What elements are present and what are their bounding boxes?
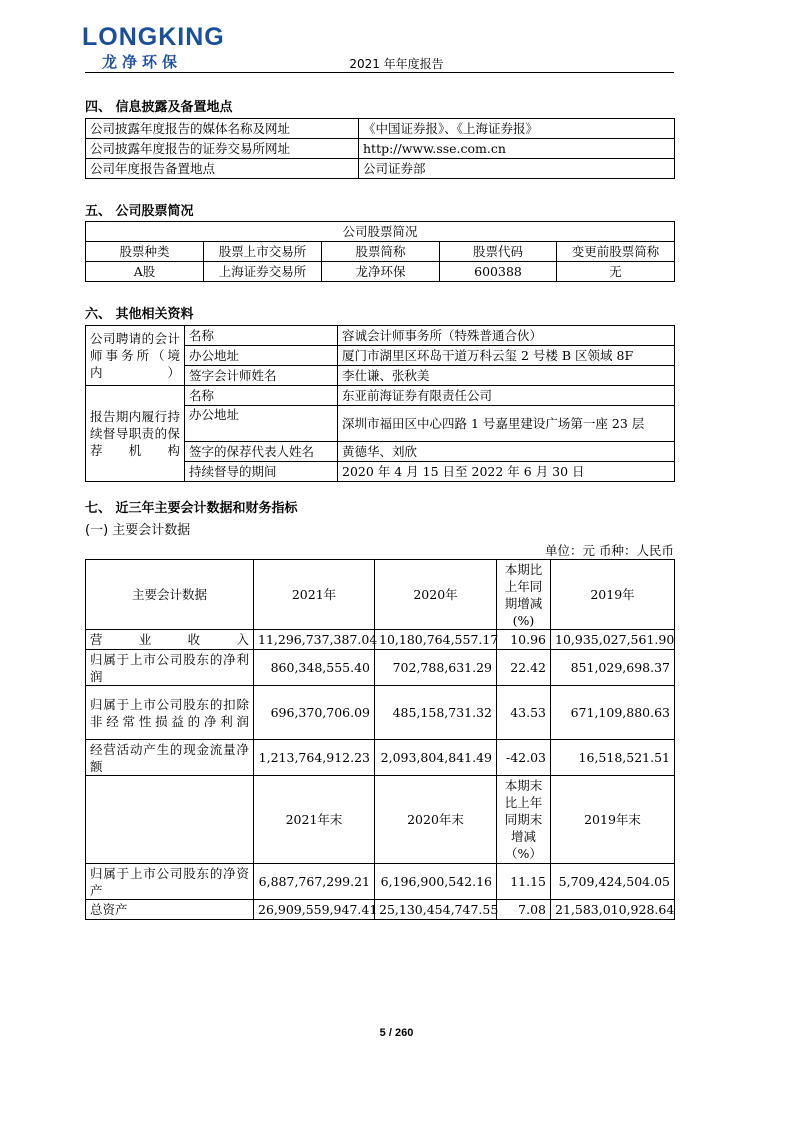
table-row	[86, 326, 675, 346]
table-cell: 22.42	[497, 650, 551, 686]
logo-en: LONGKING	[82, 23, 225, 51]
row-value: 厦门市湖里区环岛干道万科云玺 2 号楼 B 区领域 8F	[338, 346, 675, 366]
table-row	[86, 740, 675, 776]
row-value: 黄德华、刘欣	[338, 442, 675, 462]
disclosure-label: 公司年度报告备置地点	[86, 159, 359, 179]
table-row	[86, 262, 675, 282]
table-cell: 2,093,804,841.49	[375, 740, 497, 776]
sponsor-group-label: 报告期内履行持续督导职责的保荐机构	[86, 386, 185, 482]
other-info-table	[85, 325, 675, 482]
col-header: 本期末比上年同期末增减（%）	[497, 776, 551, 864]
metric-label: 归属于上市公司股东的净利润	[86, 650, 254, 686]
col-header: 2021年末	[254, 776, 375, 864]
table-cell: 851,029,698.37	[551, 650, 675, 686]
col-header: 2020年	[375, 560, 497, 630]
table-cell: 702,788,631.29	[375, 650, 497, 686]
col-header: 股票上市交易所	[204, 242, 322, 262]
table-header-row	[86, 242, 675, 262]
table-row	[86, 650, 675, 686]
table-row	[86, 686, 675, 740]
disclosure-label: 公司披露年度报告的媒体名称及网址	[86, 119, 359, 139]
table-row	[86, 386, 675, 406]
table-cell: 43.53	[497, 686, 551, 740]
table-cell: 860,348,555.40	[254, 650, 375, 686]
section4-title: 四、 信息披露及备置地点	[85, 100, 233, 115]
col-header: 股票种类	[86, 242, 204, 262]
row-value: 深圳市福田区中心四路 1 号嘉里建设广场第一座 23 层	[338, 406, 675, 442]
table-cell: 26,909,559,947.41	[254, 900, 375, 920]
row-label: 签字会计师姓名	[185, 366, 338, 386]
table-cell: 10,180,764,557.17	[375, 630, 497, 650]
auditor-group-label: 公司聘请的会计师事务所（境内）	[86, 326, 185, 386]
metric-label: 经营活动产生的现金流量净额	[86, 740, 254, 776]
col-header: 2021年	[254, 560, 375, 630]
disclosure-label: 公司披露年度报告的证券交易所网址	[86, 139, 359, 159]
row-value: 容诚会计师事务所（特殊普通合伙）	[338, 326, 675, 346]
col-header: 2020年末	[375, 776, 497, 864]
col-header: 本期比上年同期增减(%)	[497, 560, 551, 630]
table-cell: 5,709,424,504.05	[551, 864, 675, 900]
table-cell: 16,518,521.51	[551, 740, 675, 776]
table-cell: 1,213,764,912.23	[254, 740, 375, 776]
row-label: 办公地址	[185, 346, 338, 366]
row-label: 持续督导的期间	[185, 462, 338, 482]
header-divider	[85, 72, 674, 73]
table-row	[86, 159, 675, 179]
page-number: 5 / 260	[379, 1027, 414, 1039]
col-header: 股票代码	[440, 242, 557, 262]
section7-subtitle: (一) 主要会计数据	[85, 523, 191, 538]
section7-title: 七、 近三年主要会计数据和财务指标	[85, 501, 298, 516]
table-cell: 11.15	[497, 864, 551, 900]
logo-cn: 龙净环保	[102, 53, 183, 71]
disclosure-value: 公司证券部	[359, 159, 675, 179]
table-cell: 7.08	[497, 900, 551, 920]
col-header: 主要会计数据	[86, 560, 254, 630]
table-row	[86, 222, 675, 242]
col-header: 变更前股票简称	[557, 242, 675, 262]
table-header-row	[86, 560, 675, 630]
col-header: 股票简称	[322, 242, 440, 262]
col-header: 2019年末	[551, 776, 675, 864]
metric-label: 营业收入	[86, 630, 254, 650]
disclosure-value: http://www.sse.com.cn	[359, 139, 675, 159]
table-cell: 6,887,767,299.21	[254, 864, 375, 900]
metric-label: 归属于上市公司股东的净资产	[86, 864, 254, 900]
table-cell: 龙净环保	[322, 262, 440, 282]
table-row	[86, 119, 675, 139]
table-cell: A股	[86, 262, 204, 282]
metric-label: 归属于上市公司股东的扣除非经常性损益的净利润	[86, 686, 254, 740]
table-cell: 6,196,900,542.16	[375, 864, 497, 900]
table-cell: 10.96	[497, 630, 551, 650]
section5-title: 五、 公司股票简况	[85, 204, 194, 219]
table-cell: 无	[557, 262, 675, 282]
accounting-data-table	[85, 559, 675, 920]
disclosure-table	[85, 118, 675, 179]
table-cell: 21,583,010,928.64	[551, 900, 675, 920]
table-cell: 上海证券交易所	[204, 262, 322, 282]
row-label: 办公地址	[185, 406, 338, 442]
table-row	[86, 630, 675, 650]
table-cell: 11,296,737,387.04	[254, 630, 375, 650]
table-cell: 671,109,880.63	[551, 686, 675, 740]
table-row	[86, 900, 675, 920]
stock-table	[85, 221, 675, 282]
table-cell: -42.03	[497, 740, 551, 776]
table-cell: 25,130,454,747.55	[375, 900, 497, 920]
stock-table-caption: 公司股票简况	[86, 222, 675, 242]
table-row	[86, 864, 675, 900]
row-value: 李仕谦、张秋美	[338, 366, 675, 386]
metric-label: 总资产	[86, 900, 254, 920]
table-row	[86, 139, 675, 159]
row-label: 名称	[185, 386, 338, 406]
table-cell: 485,158,731.32	[375, 686, 497, 740]
table-cell: 10,935,027,561.90	[551, 630, 675, 650]
report-title: 2021 年年度报告	[349, 57, 444, 71]
table-header-row	[86, 776, 675, 864]
row-label: 签字的保荐代表人姓名	[185, 442, 338, 462]
table-cell: 600388	[440, 262, 557, 282]
col-header	[86, 776, 254, 864]
col-header: 2019年	[551, 560, 675, 630]
disclosure-value: 《中国证券报》、《上海证券报》	[359, 119, 675, 139]
section6-title: 六、 其他相关资料	[85, 307, 194, 322]
row-value: 2020 年 4 月 15 日至 2022 年 6 月 30 日	[338, 462, 675, 482]
row-value: 东亚前海证券有限责任公司	[338, 386, 675, 406]
table-cell: 696,370,706.09	[254, 686, 375, 740]
row-label: 名称	[185, 326, 338, 346]
unit-note: 单位：元 币种：人民币	[545, 543, 674, 558]
